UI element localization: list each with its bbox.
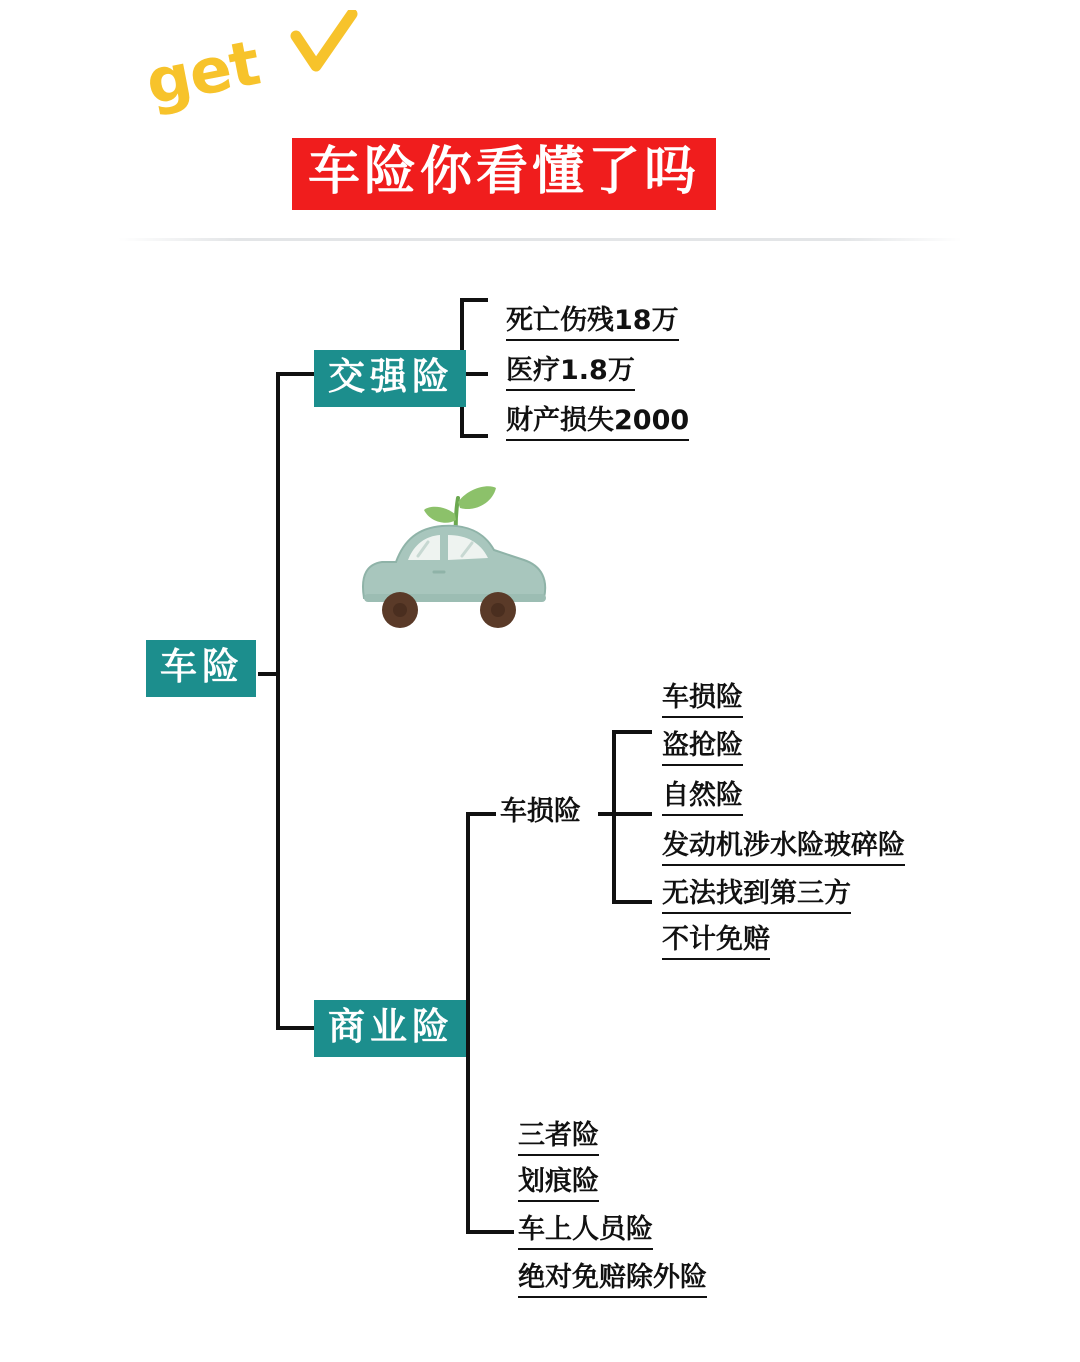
brand-logo	[140, 10, 360, 120]
root-to-jqx-line	[276, 372, 314, 376]
syx-to-person-line	[466, 1230, 514, 1234]
leaf-property-damage[interactable]: 财产损失2000	[506, 405, 689, 441]
leaf-absolute-deductible-exclusion[interactable]: 绝对免赔除外险	[518, 1262, 707, 1298]
leaf-engine-water-glass[interactable]: 发动机涉水险玻碎险	[662, 830, 905, 866]
node-commercial-insurance[interactable]: 商业险	[314, 1000, 466, 1057]
root-stub-line	[258, 672, 278, 676]
cheshun-bracket-line	[612, 730, 616, 902]
leaf-third-party[interactable]: 三者险	[518, 1120, 599, 1156]
node-compulsory-insurance[interactable]: 交强险	[314, 350, 466, 407]
jqx-item-1-line	[460, 298, 488, 302]
brand-logo-text: get	[140, 25, 266, 120]
leaf-medical[interactable]: 医疗1.8万	[506, 355, 635, 391]
page-title-text: 车险你看懂了吗	[308, 142, 701, 202]
jqx-item-3-line	[460, 434, 488, 438]
node-vehicle-damage-group[interactable]: 车损险	[500, 796, 581, 827]
leaf-unable-find-third-party[interactable]: 无法找到第三方	[662, 878, 851, 914]
cheshun-item-top-line	[612, 730, 652, 734]
syx-spine-line	[466, 812, 470, 1232]
leaf-natural-disaster[interactable]: 自然险	[662, 780, 743, 816]
cheshun-item-bottom-line	[612, 900, 652, 904]
root-to-syx-line	[276, 1026, 314, 1030]
leaf-passenger[interactable]: 车上人员险	[518, 1214, 653, 1250]
leaf-theft[interactable]: 盗抢险	[662, 730, 743, 766]
leaf-vehicle-damage[interactable]: 车损险	[662, 682, 743, 718]
syx-to-cheshun-line	[466, 812, 496, 816]
node-root-car-insurance[interactable]: 车险	[146, 640, 256, 697]
leaf-scratch[interactable]: 划痕险	[518, 1166, 599, 1202]
page-title	[292, 138, 716, 210]
check-icon	[290, 10, 360, 80]
car-with-sprout-illustration	[338, 470, 568, 660]
leaf-death-disability[interactable]: 死亡伤残18万	[506, 305, 679, 341]
leaf-no-deductible[interactable]: 不计免赔	[662, 924, 770, 960]
title-divider	[118, 238, 962, 241]
cheshun-stub-line	[598, 812, 652, 816]
root-spine-line	[276, 372, 280, 1030]
